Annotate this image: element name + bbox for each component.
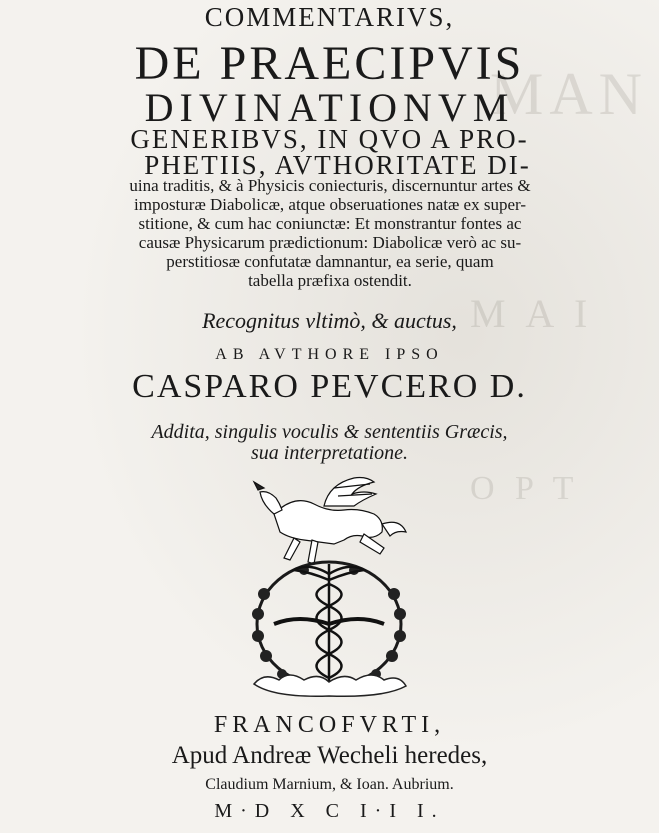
title-line-commentarius: COMMENTARIVS, xyxy=(204,2,455,32)
author-name: CASPARO PEVCERO D. xyxy=(132,368,527,405)
title-line-de-praecipuis: DE PRAECIPVIS xyxy=(134,37,525,90)
imprint-place: FRANCOFVRTI, xyxy=(213,712,446,738)
interpretatione-line: sua interpretatione. xyxy=(250,442,409,464)
description-line: uina traditis, & à Physicis coniecturis, discernuntur artes & xyxy=(129,176,531,195)
edition-note: Recognitus vltimò, & auctus, xyxy=(202,308,457,333)
show-through-ghost: M A I xyxy=(470,291,594,336)
imprint-publisher: Apud Andreæ Wecheli heredes, xyxy=(171,742,488,769)
title-description xyxy=(100,176,560,290)
description-line: stitione, & cum hac coniunctæ: Et monstrantur fontes ac xyxy=(138,214,522,233)
imprint-year: M·D X C I·I I. xyxy=(214,800,445,822)
addita-line: Addita, singulis voculis & sententiis Græcis, xyxy=(151,421,508,443)
title-line-divinationum: DIVINATIONVM xyxy=(144,85,515,130)
title-line-prophetiis: PHETIIS, AVTHORITATE DI- xyxy=(144,150,531,180)
pegasus-caduceus-icon xyxy=(234,474,424,704)
imprint-printers: Claudium Marnium, & Ioan. Aubrium. xyxy=(205,776,454,793)
description-line: imposturæ Diabolicæ, atque obseruationes natæ ex super- xyxy=(134,195,526,214)
show-through-ghost: O P T xyxy=(470,470,580,507)
ab-authore-line: AB AVTHORE IPSO xyxy=(215,346,444,363)
show-through-ghost: MAN xyxy=(490,61,649,127)
title-line-generibus: GENERIBVS, IN QVO A PRO- xyxy=(130,124,529,154)
description-line: tabella præfixa ostendit. xyxy=(248,271,412,290)
description-line: perstitiosæ confutatæ damnantur, ea serie, quam xyxy=(166,252,494,271)
description-line: causæ Physicarum prædictionum: Diabolicæ verò ac su- xyxy=(138,233,522,252)
